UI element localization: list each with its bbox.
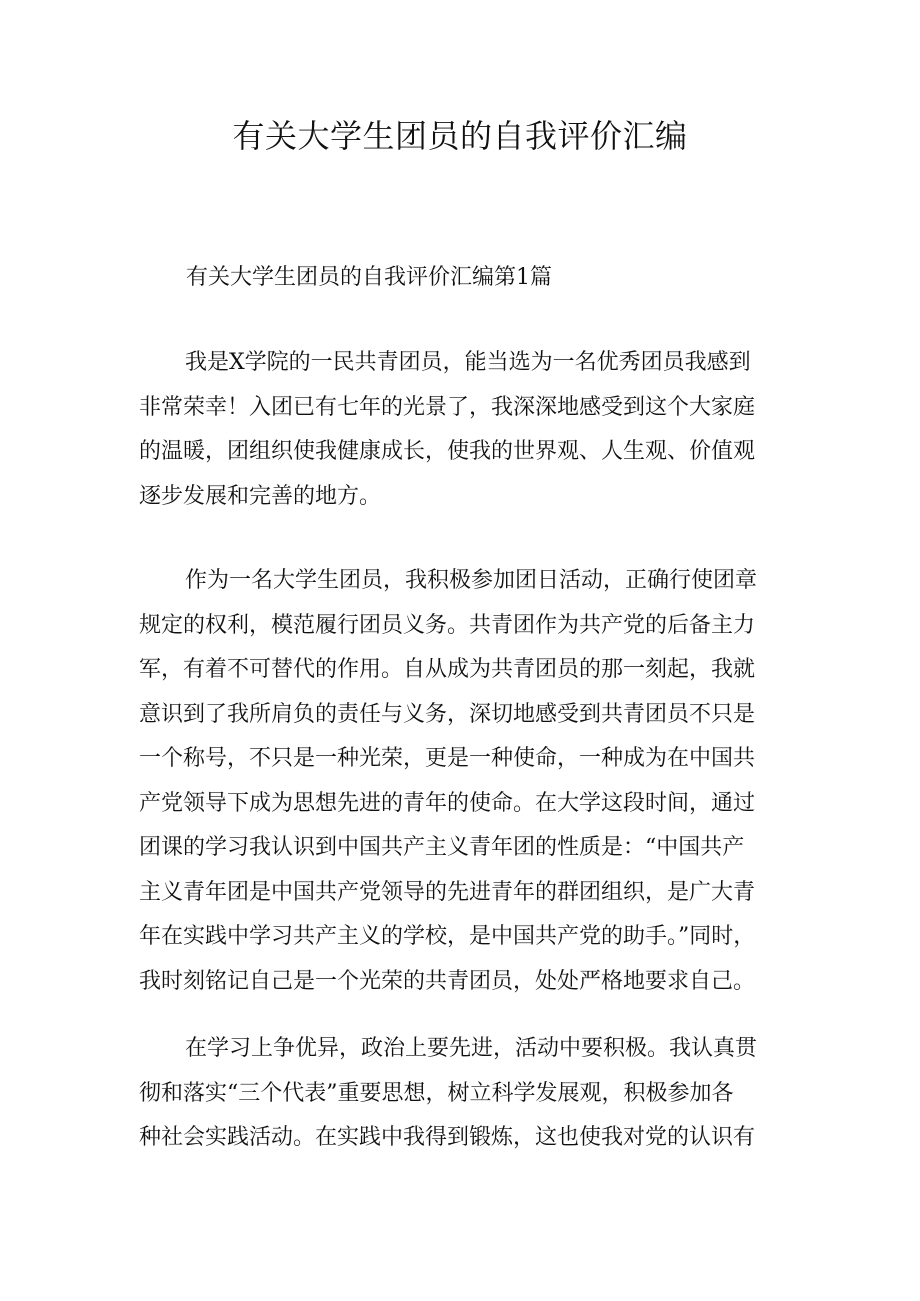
paragraph-line: 彻和落实“三个代表”重要思想，树立科学发展观，积极参加各: [139, 1080, 734, 1106]
paragraph-line: 主义青年团是中国共产党领导的先进青年的群团组织，是广大青: [139, 879, 756, 905]
paragraph-line: 我是X学院的一民共青团员，能当选为一名优秀团员我感到: [185, 350, 751, 375]
paragraph-line: 年在实践中学习共产主义的学校，是中国共产党的助手。”同时，: [139, 924, 756, 949]
paragraph-line: 的温暖，团组织使我健康成长，使我的世界观、人生观、价值观: [139, 439, 756, 464]
section-heading: 有关大学生团员的自我评价汇编第1篇: [186, 265, 552, 290]
paragraph-line: 在学习上争优异，政治上要先进，活动中要积极。我认真贯: [185, 1036, 758, 1061]
paragraph-3: [139, 1027, 799, 1161]
paragraph-line: 种社会实践活动。在实践中我得到锻炼，这也使我对党的认识有: [139, 1125, 756, 1150]
paragraph-line: 意识到了我所肩负的责任与义务，深切地感受到共青团员不只是: [139, 701, 756, 727]
paragraph-line: 产党领导下成为思想先进的青年的使命。在大学这段时间，通过: [139, 790, 756, 816]
paragraph-line: 规定的权利，模范履行团员义务。共青团作为共产党的后备主力: [139, 612, 756, 638]
paragraph-line: 非常荣幸！入团已有七年的光景了，我深深地感受到这个大家庭: [139, 394, 756, 420]
paragraph-line: 军，有着不可替代的作用。自从成为共青团员的那一刻起，我就: [139, 657, 756, 682]
paragraph-line: 作为一名大学生团员，我积极参加团日活动，正确行使团章: [185, 568, 758, 593]
paragraph-line: 一个称号，不只是一种光荣，更是一种使命，一种成为在中国共: [139, 746, 756, 771]
paragraph-2: [139, 559, 799, 1004]
paragraph-line: 团课的学习我认识到中国共产主义青年团的性质是：“中国共产: [139, 835, 745, 860]
paragraph-line: 我时刻铭记自己是一个光荣的共青团员，处处严格地要求自己。: [139, 968, 756, 994]
document-title: 有关大学生团员的自我评价汇编: [232, 117, 688, 155]
paragraph-1: [139, 341, 799, 519]
paragraph-line: 逐步发展和完善的地方。: [139, 483, 382, 509]
